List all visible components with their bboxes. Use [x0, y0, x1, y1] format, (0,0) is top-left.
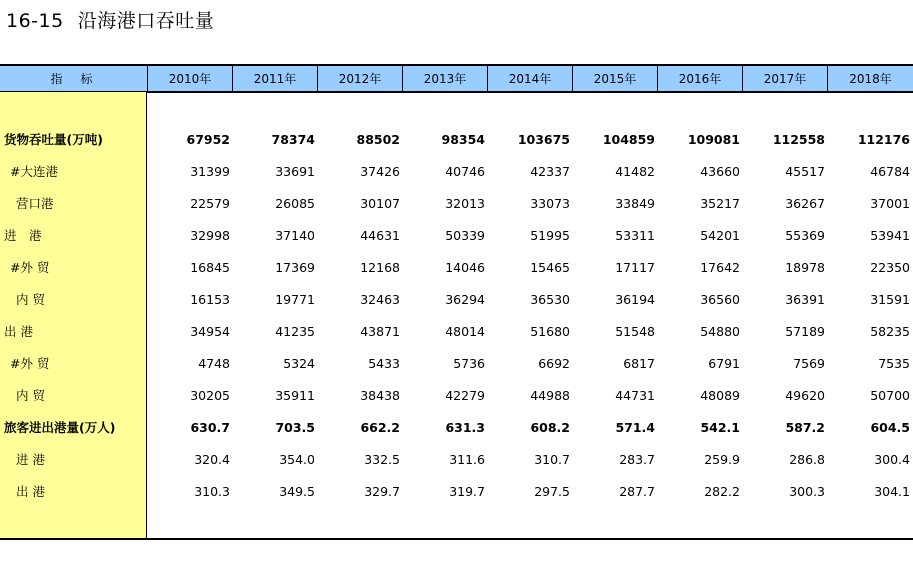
table-cell: 329.7	[364, 484, 400, 499]
table-row	[0, 220, 913, 252]
table-cell: 310.7	[534, 452, 570, 467]
table-cell: 608.2	[530, 420, 570, 435]
table-cell: 104859	[602, 132, 655, 147]
table-cell: 15465	[530, 260, 570, 275]
table-cell: 300.4	[874, 452, 910, 467]
table-cell: 36194	[615, 292, 655, 307]
table-cell: 41235	[275, 324, 315, 339]
table-cell: 630.7	[190, 420, 230, 435]
table-cell: 58235	[870, 324, 910, 339]
table-cell: 112176	[857, 132, 910, 147]
table-cell: 320.4	[194, 452, 230, 467]
table-cell: 42337	[530, 164, 570, 179]
header-year: 2015年	[572, 66, 657, 92]
table-cell: 48014	[445, 324, 485, 339]
table-cell: 18978	[785, 260, 825, 275]
table-cell: 51995	[530, 228, 570, 243]
table-cell: 283.7	[619, 452, 655, 467]
table-cell: 6791	[708, 356, 740, 371]
table-cell: 44731	[615, 388, 655, 403]
header-year: 2011年	[232, 66, 317, 92]
header-year: 2010年	[147, 66, 232, 92]
table-cell: 44631	[360, 228, 400, 243]
header-year: 2018年	[827, 66, 913, 92]
row-label: 进 港	[4, 228, 42, 243]
table-cell: 49620	[785, 388, 825, 403]
table-cell: 36294	[445, 292, 485, 307]
table-cell: 282.2	[704, 484, 740, 499]
table-cell: 53311	[615, 228, 655, 243]
table-cell: 57189	[785, 324, 825, 339]
table-cell: 36391	[785, 292, 825, 307]
table-cell: 67952	[186, 132, 230, 147]
table-row	[0, 252, 913, 284]
table-cell: 310.3	[194, 484, 230, 499]
table-cell: 42279	[445, 388, 485, 403]
table-cell: 311.6	[449, 452, 485, 467]
header-year: 2012年	[317, 66, 402, 92]
table-cell: 51680	[530, 324, 570, 339]
row-label: 出 港	[16, 484, 45, 499]
table-cell: 36560	[700, 292, 740, 307]
table-cell: 46784	[870, 164, 910, 179]
table-cell: 7535	[878, 356, 910, 371]
table-cell: 30107	[360, 196, 400, 211]
table-cell: 32013	[445, 196, 485, 211]
row-label: 内 贸	[16, 388, 45, 403]
table-cell: 16153	[190, 292, 230, 307]
data-table	[0, 64, 913, 540]
table-cell: 32463	[360, 292, 400, 307]
table-cell: 103675	[517, 132, 570, 147]
table-cell: 30205	[190, 388, 230, 403]
header-year: 2017年	[742, 66, 827, 92]
table-cell: 19771	[275, 292, 315, 307]
table-bottom-border	[0, 538, 913, 540]
table-cell: 22579	[190, 196, 230, 211]
table-cell: 78374	[271, 132, 315, 147]
table-cell: 319.7	[449, 484, 485, 499]
table-cell: 37426	[360, 164, 400, 179]
table-cell: 26085	[275, 196, 315, 211]
table-cell: 31399	[190, 164, 230, 179]
row-label: 营口港	[16, 196, 54, 211]
table-row	[0, 412, 913, 444]
table-cell: 112558	[772, 132, 825, 147]
table-cell: 6817	[623, 356, 655, 371]
table-row	[0, 124, 913, 156]
table-cell: 286.8	[789, 452, 825, 467]
table-cell: 33073	[530, 196, 570, 211]
table-cell: 17642	[700, 260, 740, 275]
table-number: 16-15	[6, 10, 64, 32]
table-cell: 88502	[356, 132, 400, 147]
table-cell: 604.5	[870, 420, 910, 435]
table-cell: 304.1	[874, 484, 910, 499]
page-title	[6, 6, 214, 33]
table-cell: 54880	[700, 324, 740, 339]
table-cell: 53941	[870, 228, 910, 243]
table-row	[0, 156, 913, 188]
table-title: 沿海港口吞吐量	[77, 10, 215, 32]
table-row	[0, 444, 913, 476]
header-year: 2016年	[657, 66, 742, 92]
table-cell: 40746	[445, 164, 485, 179]
row-label: 货物吞吐量(万吨)	[4, 132, 103, 147]
row-label: 出 港	[4, 324, 33, 339]
table-cell: 703.5	[275, 420, 315, 435]
table-cell: 55369	[785, 228, 825, 243]
table-cell: 5324	[283, 356, 315, 371]
table-cell: 542.1	[700, 420, 740, 435]
table-cell: 332.5	[364, 452, 400, 467]
table-cell: 300.3	[789, 484, 825, 499]
table-cell: 34954	[190, 324, 230, 339]
row-label: 内 贸	[16, 292, 45, 307]
table-cell: 54201	[700, 228, 740, 243]
table-cell: 5736	[453, 356, 485, 371]
table-row	[0, 476, 913, 508]
table-cell: 631.3	[445, 420, 485, 435]
table-cell: 5433	[368, 356, 400, 371]
table-cell: 662.2	[360, 420, 400, 435]
table-cell: 35217	[700, 196, 740, 211]
table-cell: 587.2	[785, 420, 825, 435]
table-row	[0, 284, 913, 316]
table-cell: 48089	[700, 388, 740, 403]
table-cell: 36530	[530, 292, 570, 307]
table-cell: 354.0	[279, 452, 315, 467]
table-cell: 571.4	[615, 420, 655, 435]
table-cell: 109081	[687, 132, 740, 147]
table-cell: 35911	[275, 388, 315, 403]
table-cell: 51548	[615, 324, 655, 339]
row-label: #大连港	[10, 164, 58, 179]
table-row	[0, 188, 913, 220]
table-cell: 33691	[275, 164, 315, 179]
table-cell: 16845	[190, 260, 230, 275]
header-year: 2013年	[402, 66, 487, 92]
table-cell: 98354	[441, 132, 485, 147]
table-cell: 7569	[793, 356, 825, 371]
table-cell: 32998	[190, 228, 230, 243]
table-cell: 50700	[870, 388, 910, 403]
table-cell: 349.5	[279, 484, 315, 499]
table-cell: 22350	[870, 260, 910, 275]
table-row	[0, 380, 913, 412]
row-label: 进 港	[16, 452, 45, 467]
table-cell: 37001	[870, 196, 910, 211]
table-cell: 17117	[615, 260, 655, 275]
row-label: 旅客进出港量(万人)	[4, 420, 116, 435]
table-cell: 17369	[275, 260, 315, 275]
table-cell: 37140	[275, 228, 315, 243]
row-label: #外 贸	[10, 260, 50, 275]
table-cell: 50339	[445, 228, 485, 243]
table-cell: 43660	[700, 164, 740, 179]
table-cell: 14046	[445, 260, 485, 275]
table-row	[0, 348, 913, 380]
header-indicator: 指标	[50, 72, 111, 86]
table-cell: 44988	[530, 388, 570, 403]
row-label: #外 贸	[10, 356, 50, 371]
table-cell: 38438	[360, 388, 400, 403]
table-cell: 36267	[785, 196, 825, 211]
table-cell: 287.7	[619, 484, 655, 499]
table-cell: 297.5	[534, 484, 570, 499]
table-cell: 31591	[870, 292, 910, 307]
header-year: 2014年	[487, 66, 572, 92]
table-cell: 45517	[785, 164, 825, 179]
table-cell: 4748	[198, 356, 230, 371]
table-cell: 43871	[360, 324, 400, 339]
table-cell: 259.9	[704, 452, 740, 467]
table-row	[0, 316, 913, 348]
table-cell: 41482	[615, 164, 655, 179]
table-cell: 33849	[615, 196, 655, 211]
table-cell: 12168	[360, 260, 400, 275]
table-cell: 6692	[538, 356, 570, 371]
table-header	[0, 64, 913, 92]
